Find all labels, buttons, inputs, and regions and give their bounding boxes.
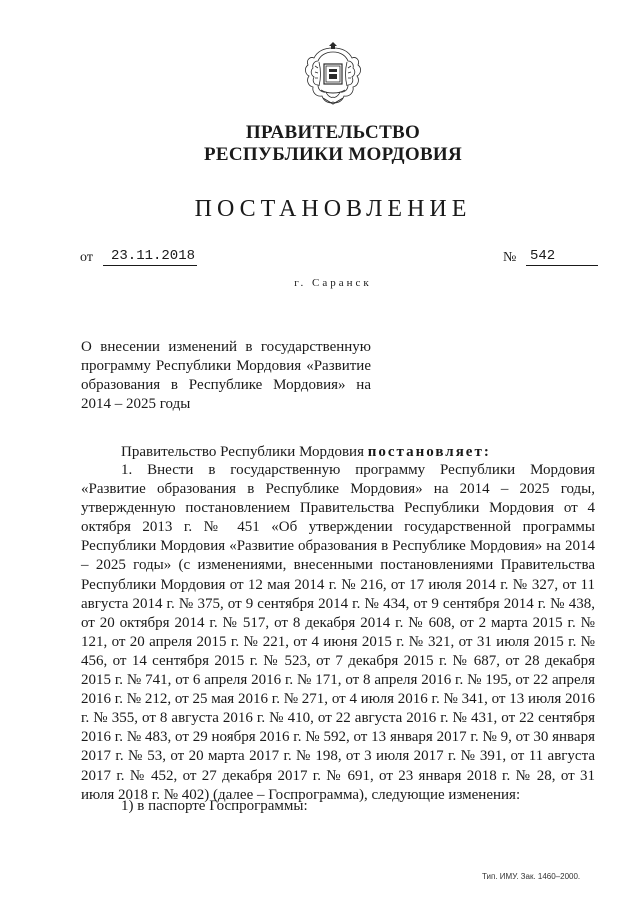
org-title-line1: ПРАВИТЕЛЬСТВО (245, 122, 421, 143)
city-line: г. Саранск (294, 277, 372, 289)
document-date: 23.11.2018 (103, 248, 197, 266)
org-title-line2: РЕСПУБЛИКИ МОРДОВИЯ (203, 144, 463, 165)
document-subject: О внесении изменений в государственную программу Республики Мордовия «Развитие образования в Республике Мордовия» на 2014 – 2025 годы (81, 339, 371, 412)
body-intro (121, 443, 491, 462)
date-prefix: от (80, 250, 93, 265)
print-note: Тип. ИМУ. Зак. 1460–2000. (482, 872, 581, 881)
intro-text: Правительство Республики Мордовия (121, 444, 364, 460)
document-number: 542 (526, 248, 598, 266)
document-type-title: ПОСТАНОВЛЕНИЕ (194, 196, 472, 222)
number-prefix: № (503, 250, 517, 265)
paragraph-1: 1. Внести в государственную программу Республики Мордовия «Развитие образования в Республике Мордовия» на 2014 – 2025 годы, утвержденную постановлением Правительства Республики Мордовия от 4 октября 2013 г. № 451 «Об утверждении государственной программы Республики Мордовия «Развитие образования в Республике Мордовия» на 2014 – 2025 годы» (с изменениями, внесенными постановлениями Правительства Республики Мордовия от 12 мая 2014 г. № 216, от 17 июля 2014 г. № 327, от 11 августа 2014 г. № 375, от 9 сентября 2014 г. № 434, от 9 сентября 2014 г. № 438, от 20 октября 2014 г. № 517, от 8 декабря 2014 г. № 608, от 2 марта 2015 г. № 121, от 20 апреля 2015 г. № 221, от 4 июня 2015 г. № 321, от 31 июля 2015 г. № 456, от 14 сентября 2015 г. № 523, от 7 декабря 2015 г. № 687, от 28 декабря 2015 г. № 741, от 6 апреля 2016 г. № 171, от 8 апреля 2016 г. № 195, от 22 апреля 2016 г. № 212, от 25 мая 2016 г. № 271, от 4 июля 2016 г. № 341, от 13 июля 2016 г. № 355, от 8 августа 2016 г. № 410, от 22 августа 2016 г. № 431, от 22 сентября 2016 г. № 483, от 29 ноября 2016 г. № 592, от 13 января 2017 г. № 9, от 30 января 2017 г. № 53, от 20 марта 2017 г. № 198, от 3 июля 2017 г. № 391, от 11 августа 2017 г. № 452, от 27 декабря 2017 г. № 691, от 23 января 2018 г. № 28, от 31 июля 2018 г. № 402) (далее – Госпрограмма), следующие изменения: (81, 462, 595, 803)
clause-1: 1) в паспорте Госпрограммы: (121, 798, 308, 814)
intro-bold: постановляет: (367, 444, 491, 460)
coat-of-arms-emblem-icon (301, 42, 365, 110)
